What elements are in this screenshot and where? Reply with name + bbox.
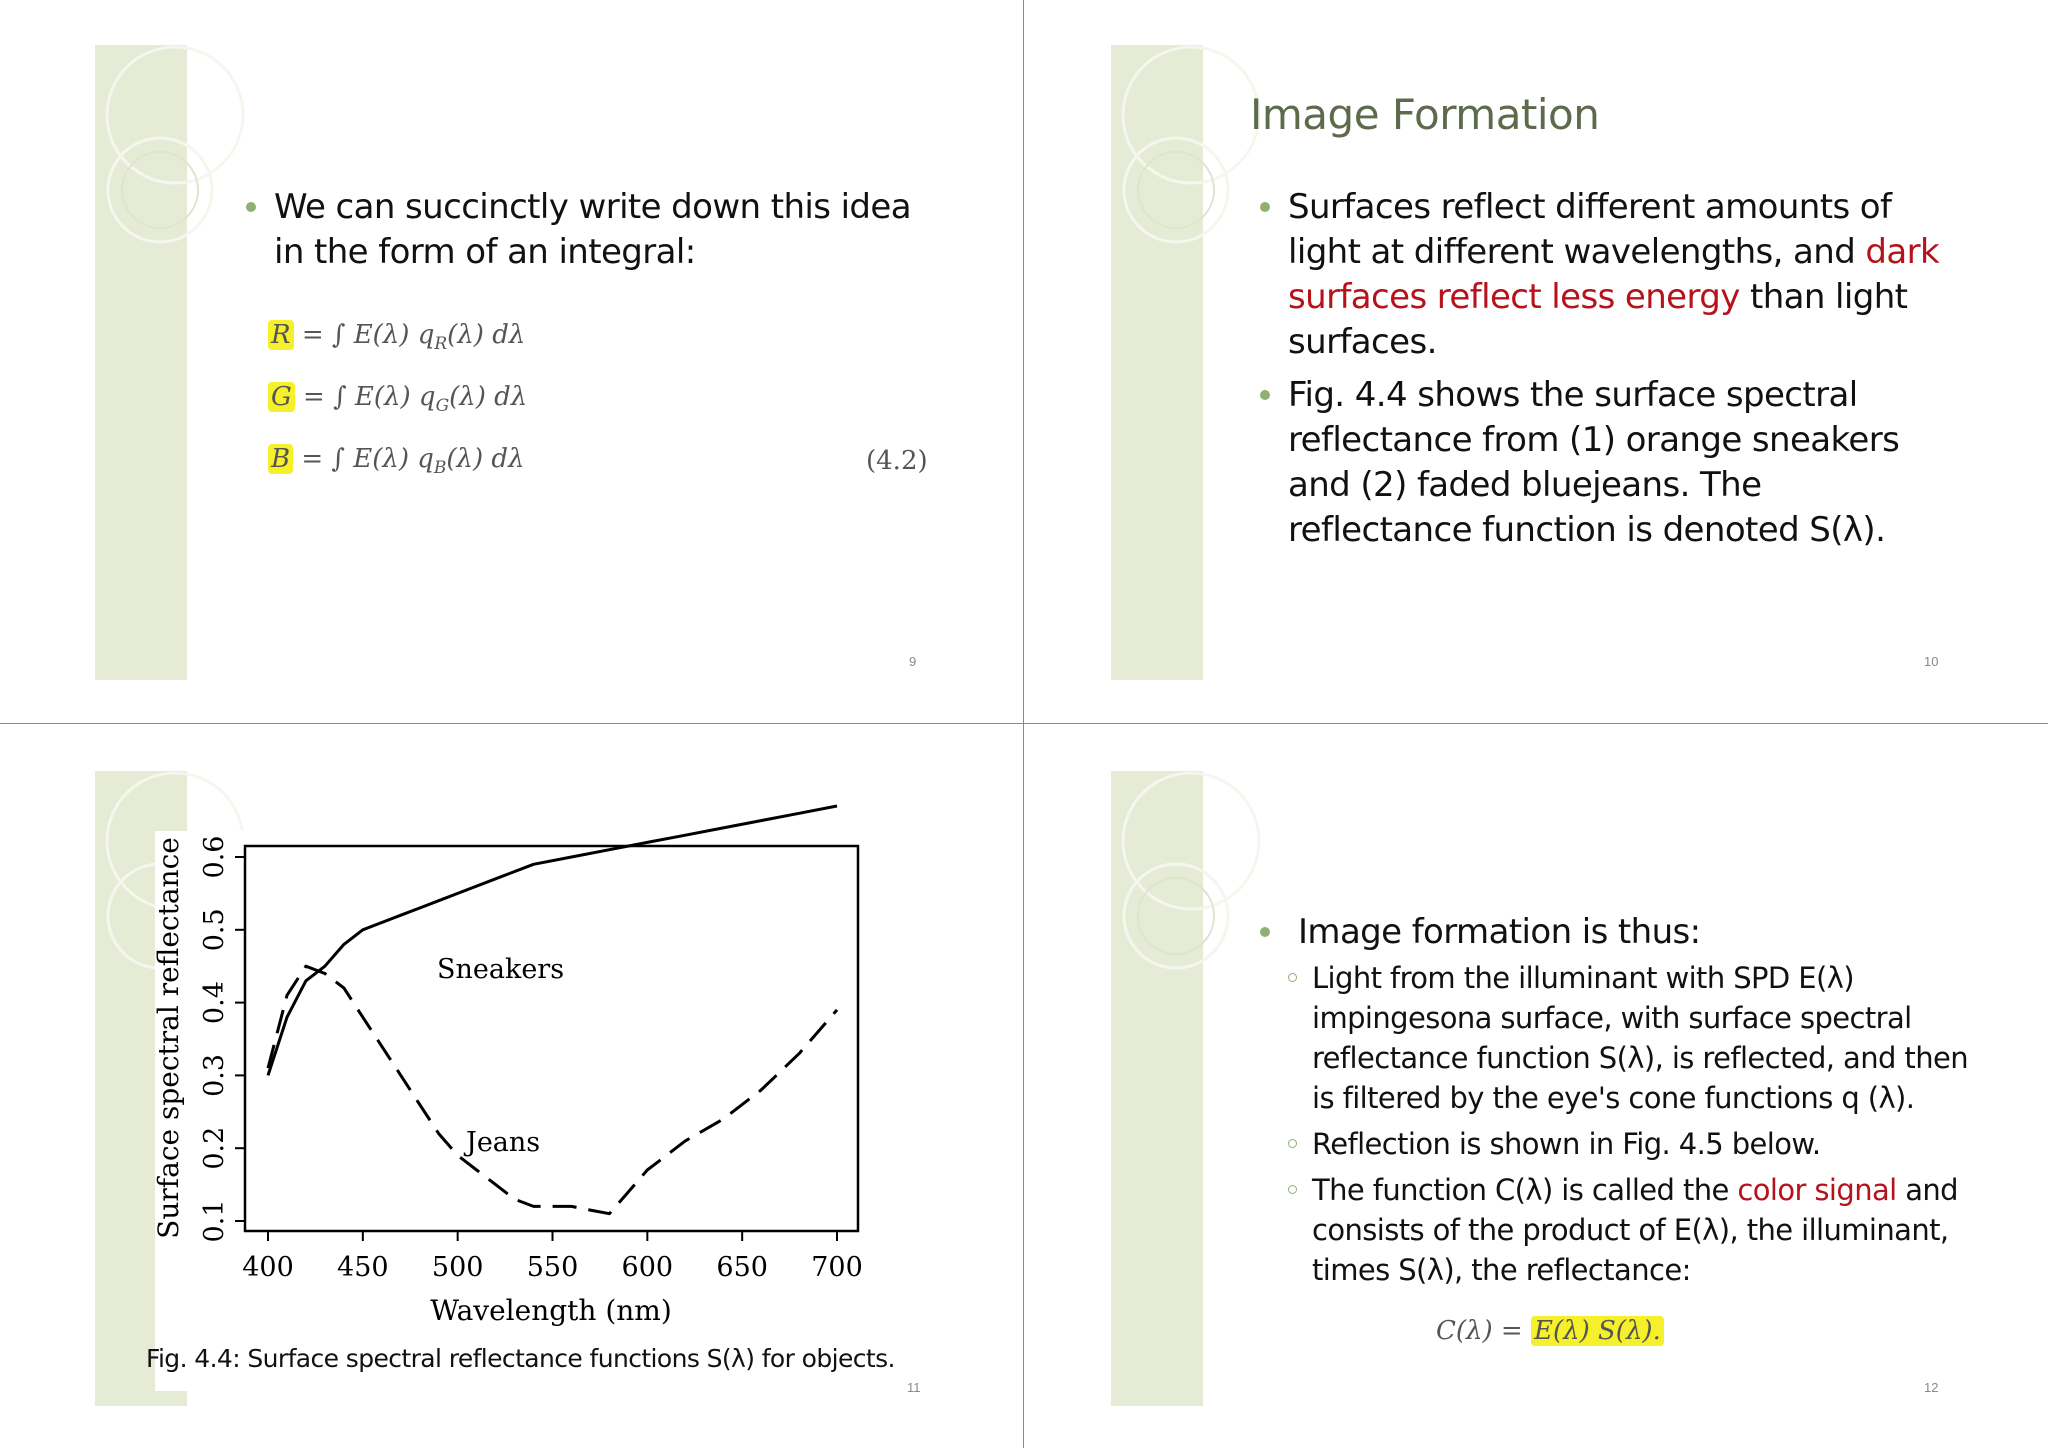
- reflectance-chart: [0, 726, 1020, 1446]
- slide-number: 9: [909, 654, 917, 669]
- sub-bullet-list: [1286, 958, 1996, 1296]
- bullet-fig-4-4: Fig. 4.4 shows the surface spectral reflectance from (1) orange sneakers and (2) faded bluejeans. The reflectance function is denoted S(λ).: [1254, 373, 1954, 553]
- divider-horizontal: [0, 723, 2048, 724]
- sub-bullet-color-signal: The function C(λ) is called the color signal and consists of the product of E(λ), the illuminant, times S(λ), the reflectance:: [1286, 1170, 1996, 1290]
- x-tick-label: 500: [431, 1252, 484, 1283]
- x-axis-label: Wavelength (nm): [430, 1294, 672, 1327]
- series-label-jeans: Jeans: [466, 1127, 541, 1158]
- slide-number: 10: [1924, 654, 1939, 669]
- plot-frame: [245, 846, 858, 1231]
- formula-highlight: E(λ) S(λ).: [1531, 1316, 1664, 1346]
- symbol-g: G: [268, 382, 295, 412]
- y-tick-label: 0.6: [199, 835, 230, 879]
- series-label-sneakers: Sneakers: [437, 954, 565, 985]
- equation-g: G = ∫ E(λ) $q_G(\lambda)$ dλ: [268, 382, 527, 416]
- slide-11: [0, 726, 1020, 1446]
- bullet-list: [240, 185, 940, 275]
- symbol-b: B: [268, 444, 293, 474]
- emphasis-text: dark surfaces reflect less energy: [1288, 232, 1940, 317]
- color-signal-formula: C(λ) = E(λ) S(λ).: [1436, 1316, 1664, 1346]
- x-tick-label: 700: [811, 1252, 863, 1283]
- slide-12: [1024, 726, 2044, 1446]
- slide-background-decoration: [0, 0, 1020, 720]
- series-line-jeans: [268, 966, 837, 1213]
- y-tick-label: 0.4: [199, 981, 230, 1025]
- bullet-surfaces: Surfaces reflect different amounts of light at different wavelengths, and dark surfaces reflect less energy than light surfaces.: [1254, 185, 1954, 365]
- slide-title: Image Formation: [1250, 90, 1600, 139]
- slide-number: 12: [1924, 1380, 1939, 1395]
- equation-r: R = ∫ E(λ) $q_R(\lambda)$ dλ: [268, 320, 525, 354]
- sub-bullet-illuminant: Light from the illuminant with SPD E(λ) impingesona surface, with surface spectral reflectance function S(λ), is reflected, and then is filtered by the eye's cone functions q (λ).: [1286, 958, 1996, 1118]
- bullet-list: [1254, 910, 1994, 955]
- slide-9: [0, 0, 1020, 720]
- symbol-r: R: [268, 320, 294, 350]
- x-tick-label: 550: [526, 1252, 579, 1283]
- x-tick-label: 400: [242, 1252, 294, 1283]
- y-tick-label: 0.2: [199, 1126, 230, 1170]
- emphasis-text: color signal: [1737, 1173, 1897, 1207]
- x-tick-label: 600: [621, 1252, 674, 1283]
- bullet-list: [1254, 185, 1954, 553]
- slide-10: [1024, 0, 2044, 720]
- slide-number: 11: [907, 1380, 921, 1395]
- y-tick-label: 0.5: [199, 908, 230, 952]
- y-tick-label: 0.3: [199, 1053, 230, 1097]
- equation-b: B = ∫ E(λ) $q_B(\lambda)$ dλ: [268, 444, 525, 478]
- equation-number: (4.2): [866, 446, 928, 476]
- y-axis-label: Surface spectral reflectance: [152, 837, 185, 1239]
- y-tick-label: 0.1: [199, 1199, 230, 1243]
- figure-caption: Fig. 4.4: Surface spectral reflectance functions S(λ) for objects.: [146, 1344, 895, 1373]
- sub-bullet-reflection: Reflection is shown in Fig. 4.5 below.: [1286, 1124, 1996, 1164]
- x-tick-label: 450: [337, 1252, 389, 1283]
- bullet-integral-intro: We can succinctly write down this idea in the form of an integral:: [240, 185, 940, 275]
- x-tick-label: 650: [716, 1252, 768, 1283]
- bullet-image-formation: Image formation is thus:: [1254, 910, 1994, 955]
